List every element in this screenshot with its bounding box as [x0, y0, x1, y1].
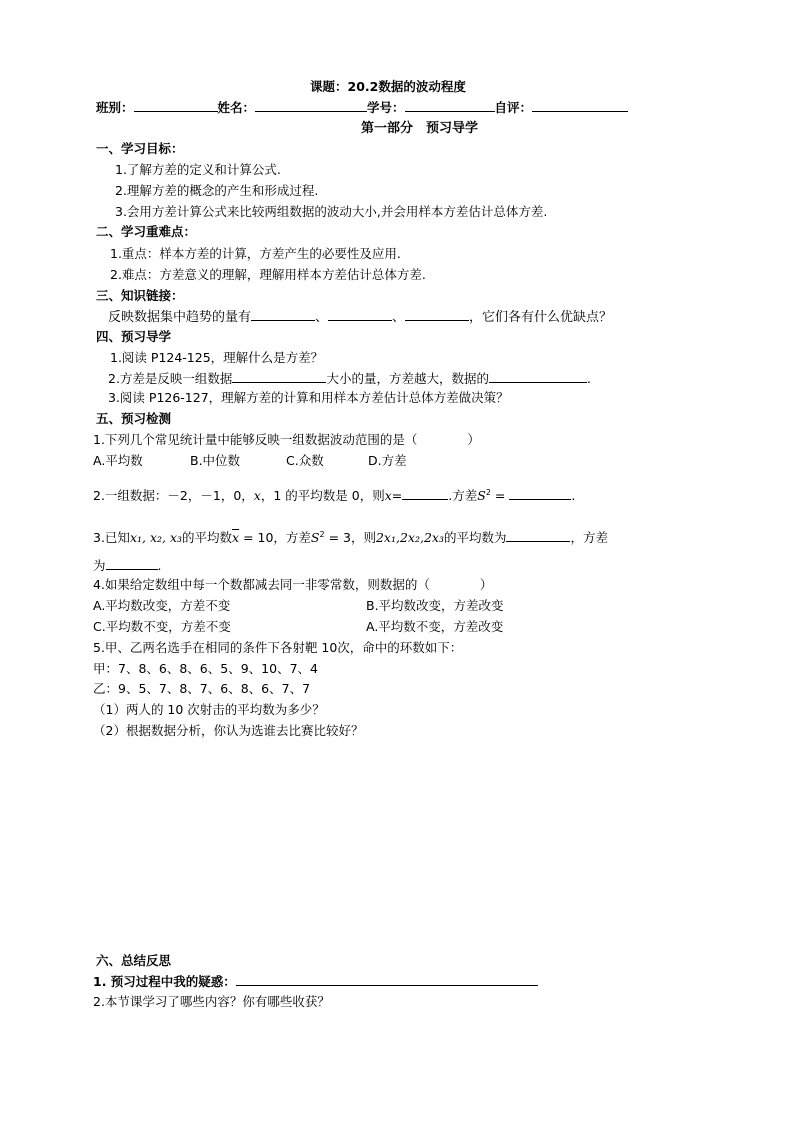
transformed-vars: 2x₁,2x₂,2x₃: [375, 530, 444, 546]
key-point-item: 1.重点：样本方差的计算，方差产生的必要性及应用.: [110, 246, 401, 261]
variables: x₁, x₂, x₃: [129, 530, 183, 546]
id-label: 学号：: [367, 100, 405, 115]
q3-text: 的平均数: [182, 530, 233, 546]
guide-text: .: [586, 371, 591, 386]
reflection-item: [93, 973, 538, 990]
question-5: 5.甲、乙两名选手在相同的条件下各射靶 10次，命中的环数如下：: [93, 640, 463, 655]
option-a: A.平均数改变，方差不变: [93, 598, 231, 613]
question-2: [93, 485, 575, 504]
guide-text: 2.方差是反映一组数据: [108, 371, 233, 386]
q3-text: 为: [93, 558, 106, 573]
key-point-item: 2.难点：方差意义的理解，理解用样本方差估计总体方差.: [110, 267, 426, 282]
student-info-line: [96, 99, 628, 116]
data-row-jia: 甲：7、8、6、8、6、5、9、10、7、4: [93, 661, 318, 676]
q3-text: = 3，则: [324, 530, 376, 546]
q3-text: 3.已知: [93, 530, 130, 546]
option-a: A.平均数: [93, 453, 143, 468]
separator: 、: [392, 310, 406, 325]
var-x: x: [384, 488, 392, 504]
sub-question: （1）两人的 10 次射击的平均数为多少？: [93, 702, 325, 717]
class-label: 班别：: [96, 100, 134, 115]
var-x: x: [253, 488, 261, 504]
class-blank[interactable]: [134, 99, 218, 112]
separator: 、: [315, 310, 329, 325]
blank[interactable]: [489, 370, 587, 383]
eval-label: 自评：: [494, 100, 533, 115]
option-d: A.平均数不变，方差改变: [366, 619, 504, 634]
option-b: B.中位数: [190, 453, 241, 468]
blank[interactable]: [405, 308, 469, 321]
guide-item: 1.阅读 P124-125，理解什么是方差？: [110, 350, 324, 365]
option-b: B.平均数改变，方差改变: [366, 598, 504, 613]
q3-text: 的平均数为: [443, 530, 507, 546]
blank[interactable]: [106, 557, 158, 570]
q3-text: ，方差: [570, 530, 608, 546]
option-c: C.平均数不变，方差不变: [93, 619, 231, 634]
section-heading: 五、预习检测: [96, 411, 172, 426]
question-1: 1.下列几个常见统计量中能够反映一组数据波动范围的是（ ）: [93, 432, 480, 447]
guide-item: [108, 370, 591, 387]
blank[interactable]: [232, 370, 326, 383]
guide-item: 3.阅读 P126-127，理解方差的计算和用样本方差估计总体方差做决策？: [108, 390, 509, 405]
blank[interactable]: [402, 487, 448, 500]
superscript: 2: [485, 488, 491, 497]
eval-blank[interactable]: [532, 99, 628, 112]
page-title: 课题：20.2数据的波动程度: [310, 79, 466, 94]
q2-text: 2.一组数据：－2，－1，0，: [93, 488, 254, 504]
section-heading: 六、总结反思: [96, 953, 172, 968]
part-title: 第一部分 预习导学: [361, 121, 479, 136]
section-heading: 二、学习重难点：: [96, 224, 197, 239]
id-blank[interactable]: [405, 99, 495, 112]
guide-text: 大小的量，方差越大，数据的: [326, 371, 489, 386]
name-blank[interactable]: [255, 99, 367, 112]
mean-symbol: $\overline{x}$: [232, 530, 240, 546]
knowledge-link-line: [108, 308, 612, 326]
knowledge-link-question: ，它们各有什么优缺点？: [469, 310, 613, 325]
superscript: 2: [319, 530, 325, 539]
q2-text: .方差: [448, 488, 478, 504]
goal-item: 2.理解方差的概念的产生和形成过程.: [115, 183, 319, 198]
section-heading: 四、预习导学: [96, 329, 172, 344]
section-heading: 一、学习目标：: [96, 141, 184, 156]
q3-text: = 10，方差: [239, 530, 311, 546]
knowledge-link-text: 反映数据集中趋势的量有: [108, 310, 252, 325]
question-4: 4.如果给定数组中每一个数都减去同一非零常数，则数据的（ ）: [93, 577, 493, 592]
blank[interactable]: [506, 529, 570, 542]
equals: =: [391, 488, 403, 504]
blank[interactable]: [236, 973, 538, 986]
var-s: S: [477, 488, 486, 504]
option-c: C.众数: [286, 453, 324, 468]
equals: =: [490, 488, 510, 504]
section-heading: 三、知识链接：: [96, 288, 184, 303]
question-3: [93, 527, 608, 546]
question-3-cont: [93, 557, 162, 574]
q3-text: .: [157, 558, 162, 573]
blank[interactable]: [509, 487, 571, 500]
goal-item: 1.了解方差的定义和计算公式.: [115, 162, 281, 177]
goal-item: 3.会用方差计算公式来比较两组数据的波动大小,并会用样本方差估计总体方差.: [115, 204, 548, 219]
var-s: S: [310, 530, 320, 546]
reflection-item: 2.本节课学习了哪些内容？你有哪些收获？: [93, 994, 330, 1009]
blank[interactable]: [328, 308, 392, 321]
option-d: D.方差: [368, 453, 407, 468]
q2-text: .: [571, 488, 576, 504]
name-label: 姓名：: [217, 100, 256, 115]
reflection-text: 1. 预习过程中我的疑惑：: [93, 974, 236, 989]
data-row-yi: 乙：9、5、7、8、7、6、8、6、7、7: [93, 681, 311, 696]
blank[interactable]: [251, 308, 315, 321]
q2-text: ，1 的平均数是 0，则: [260, 488, 385, 504]
sub-question: （2）根据数据分析，你认为选谁去比赛比较好？: [93, 723, 364, 738]
